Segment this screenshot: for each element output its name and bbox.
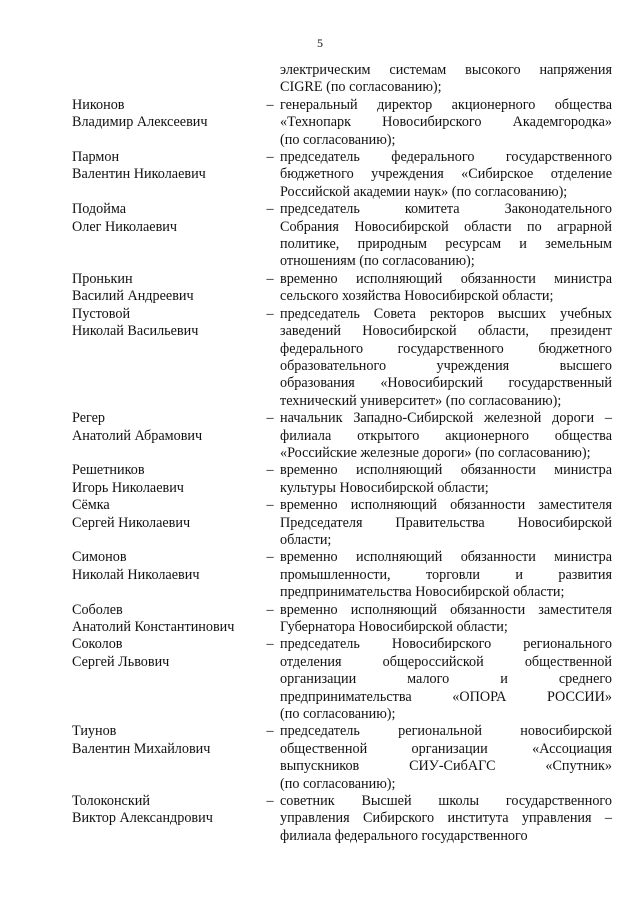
entry-dash: – xyxy=(266,549,274,566)
member-name xyxy=(72,149,260,201)
entry-dash: – xyxy=(266,410,274,427)
list-item xyxy=(72,723,612,793)
page-number: 5 xyxy=(317,36,323,50)
position-line: председатель федерального государственного xyxy=(280,149,612,166)
member-position xyxy=(280,201,612,271)
member-given-names: Анатолий Абрамович xyxy=(72,427,203,444)
position-line: председатель региональной новосибирской xyxy=(280,723,612,740)
member-position xyxy=(280,410,612,462)
member-position xyxy=(280,306,612,410)
position-line: технический университет» (по согласованию); xyxy=(280,392,562,409)
position-line: культуры Новосибирской области; xyxy=(280,479,489,496)
member-surname: Подойма xyxy=(72,201,127,218)
position-line: сельского хозяйства Новосибирской области; xyxy=(280,288,554,305)
member-name xyxy=(72,462,260,497)
position-line: генеральный директор акционерного общества xyxy=(280,96,612,113)
entry-dash: – xyxy=(266,793,274,810)
position-line: временно исполняющий обязанности министра xyxy=(280,270,612,287)
member-position xyxy=(280,62,612,97)
member-position xyxy=(280,462,612,497)
position-line: федерального государственного бюджетного xyxy=(280,340,612,357)
member-position xyxy=(280,723,612,793)
member-given-names: Валентин Михайлович xyxy=(72,740,211,757)
member-given-names: Владимир Алексеевич xyxy=(72,114,208,131)
member-position xyxy=(280,97,612,149)
list-item xyxy=(72,602,612,637)
member-given-names: Сергей Львович xyxy=(72,653,170,670)
position-line: «Российские железные дороги» (по согласованию); xyxy=(280,444,591,461)
position-line: образования «Новосибирский государственный xyxy=(280,375,612,392)
member-name xyxy=(72,201,260,271)
position-line: председатель Новосибирского регионального xyxy=(280,636,612,653)
list-item xyxy=(72,793,612,845)
list-item xyxy=(72,149,612,201)
position-line: председатель комитета Законодательного xyxy=(280,201,612,218)
list-item xyxy=(72,410,612,462)
position-line: председатель Совета ректоров высших учебных xyxy=(280,305,612,322)
entry-dash: – xyxy=(266,723,274,740)
position-line: предпринимательства «ОПОРА РОССИИ» xyxy=(280,688,612,705)
member-surname: Толоконский xyxy=(72,793,150,810)
position-line: бюджетного учреждения «Сибирское отделение xyxy=(280,166,612,183)
position-line: начальник Западно-Сибирской железной дороги – xyxy=(280,410,612,427)
member-position xyxy=(280,271,612,306)
position-line: предпринимательства Новосибирской области; xyxy=(280,584,565,601)
entry-dash: – xyxy=(266,462,274,479)
member-given-names: Николай Николаевич xyxy=(72,566,200,583)
member-position xyxy=(280,149,612,201)
entry-dash: – xyxy=(266,636,274,653)
position-line: Российской академии наук» (по согласованию); xyxy=(280,183,568,200)
member-surname: Решетников xyxy=(72,462,145,479)
position-line: советник Высшей школы государственного xyxy=(280,793,612,810)
position-line: отделения общероссийской общественной xyxy=(280,653,612,670)
member-given-names: Сергей Николаевич xyxy=(72,514,191,531)
position-line: образовательного учреждения высшего xyxy=(280,357,612,374)
position-line: общественной организации «Ассоциация xyxy=(280,740,612,757)
member-name xyxy=(72,62,260,97)
member-position xyxy=(280,549,612,601)
member-given-names: Игорь Николаевич xyxy=(72,479,184,496)
member-given-names: Виктор Александрович xyxy=(72,810,213,827)
entry-dash: – xyxy=(266,497,274,514)
member-surname: Регер xyxy=(72,410,106,427)
member-given-names: Анатолий Константинович xyxy=(72,619,235,635)
entry-dash: – xyxy=(266,601,274,618)
position-line: организации малого и среднего xyxy=(280,671,612,688)
position-line: выпускников СИУ-СибАГС «Спутник» xyxy=(280,758,612,775)
position-line: временно исполняющий обязанности заместителя xyxy=(280,601,612,618)
member-surname: Сёмка xyxy=(72,497,110,514)
position-line: отношениям (по согласованию); xyxy=(280,253,475,270)
member-surname: Пармон xyxy=(72,149,120,166)
position-line: «Технопарк Новосибирского Академгородка» xyxy=(280,114,612,131)
member-position xyxy=(280,602,612,637)
list-item-continuation xyxy=(72,62,612,97)
position-line: заведений Новосибирской области, президент xyxy=(280,323,612,340)
member-position xyxy=(280,636,612,723)
position-line: временно исполняющий обязанности заместителя xyxy=(280,497,612,514)
member-given-names: Валентин Николаевич xyxy=(72,166,206,183)
position-line: управления Сибирского института управления – xyxy=(280,810,612,827)
list-item xyxy=(72,549,612,601)
member-name xyxy=(72,636,260,723)
member-name xyxy=(72,271,260,306)
position-line: филиала федерального государственного xyxy=(280,827,528,844)
member-given-names: Олег Николаевич xyxy=(72,218,178,235)
entry-dash: – xyxy=(266,270,274,287)
position-line: филиала открытого акционерного общества xyxy=(280,427,612,444)
list-item xyxy=(72,497,612,549)
entry-dash: – xyxy=(266,305,274,322)
member-name xyxy=(72,793,260,845)
list-item xyxy=(72,306,612,410)
entry-dash: – xyxy=(266,96,274,113)
entry-dash: – xyxy=(266,149,274,166)
member-name xyxy=(72,306,260,410)
member-name xyxy=(72,602,260,637)
list-item xyxy=(72,97,612,149)
position-line: политике, природным ресурсам и земельным xyxy=(280,236,612,253)
member-given-names: Василий Андреевич xyxy=(72,288,194,305)
member-position xyxy=(280,497,612,549)
member-name xyxy=(72,549,260,601)
member-position xyxy=(280,793,612,845)
member-surname: Симонов xyxy=(72,549,127,566)
member-surname: Тиунов xyxy=(72,723,117,740)
position-line: промышленности, торговли и развития xyxy=(280,566,612,583)
position-line: области; xyxy=(280,531,332,548)
member-name xyxy=(72,723,260,793)
position-line: Губернатора Новосибирской области; xyxy=(280,619,508,635)
position-line: временно исполняющий обязанности министра xyxy=(280,549,612,566)
position-line: CIGRE (по согласованию); xyxy=(280,79,442,96)
position-line: электрическим системам высокого напряжения xyxy=(280,62,612,78)
position-line: (по согласованию); xyxy=(280,706,396,723)
member-surname: Пронькин xyxy=(72,270,133,287)
member-name xyxy=(72,410,260,462)
position-line: (по согласованию); xyxy=(280,131,396,148)
entry-dash: – xyxy=(266,201,274,218)
member-surname: Соколов xyxy=(72,636,123,653)
list-item xyxy=(72,201,612,271)
position-line: (по согласованию); xyxy=(280,775,396,792)
member-surname: Соболев xyxy=(72,601,123,618)
member-given-names: Николай Васильевич xyxy=(72,323,199,340)
list-item xyxy=(72,271,612,306)
member-list xyxy=(72,62,612,845)
list-item xyxy=(72,636,612,723)
position-line: Председателя Правительства Новосибирской xyxy=(280,514,612,531)
position-line: Собрания Новосибирской области по аграрной xyxy=(280,218,612,235)
member-surname: Никонов xyxy=(72,96,125,113)
member-name xyxy=(72,97,260,149)
entry-dash xyxy=(260,62,280,97)
position-line: временно исполняющий обязанности министра xyxy=(280,462,612,479)
member-surname: Пустовой xyxy=(72,305,131,322)
member-name xyxy=(72,497,260,549)
list-item xyxy=(72,462,612,497)
